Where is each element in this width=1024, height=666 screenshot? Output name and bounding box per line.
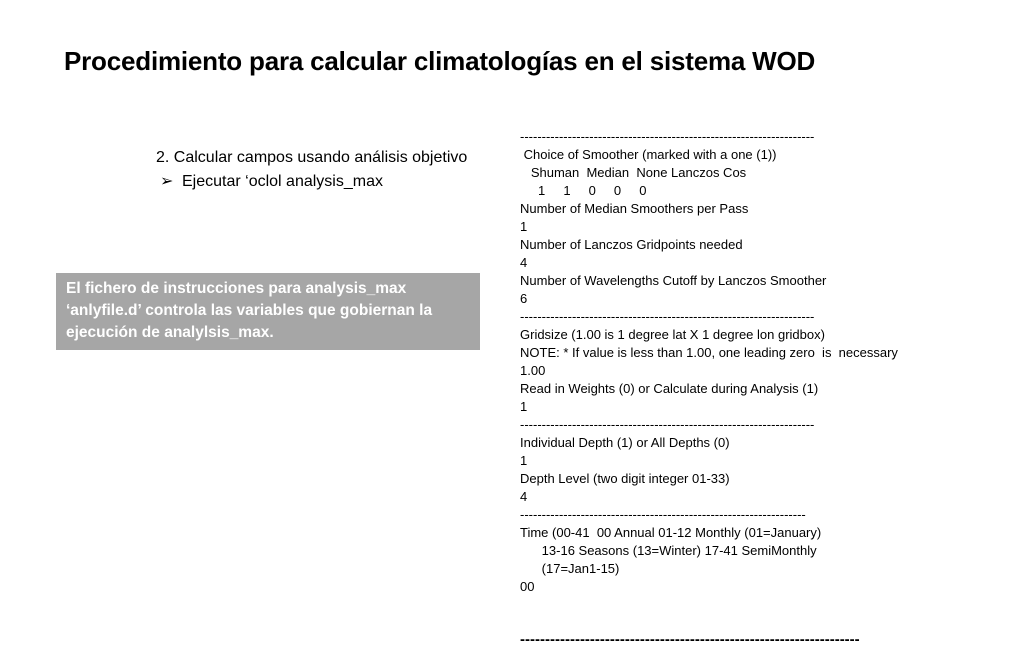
config-line: -------------------------------------------------------------------- xyxy=(520,309,815,324)
config-line: ------------------------------------------------------------------ xyxy=(520,507,806,522)
config-line: Number of Median Smoothers per Pass xyxy=(520,201,749,216)
config-line: 1 xyxy=(520,453,528,468)
config-line: 4 xyxy=(520,255,528,270)
config-file-listing xyxy=(520,92,898,666)
config-line: Number of Wavelengths Cutoff by Lanczos Smoother xyxy=(520,273,827,288)
config-line: -------------------------------------------------------------------- xyxy=(520,129,815,144)
config-line: Number of Lanczos Gridpoints needed xyxy=(520,237,743,252)
config-line: 1 xyxy=(520,219,528,234)
config-line: -------------------------------------------------------------------- xyxy=(520,417,815,432)
steps-list xyxy=(156,146,467,194)
config-line: Gridsize (1.00 is 1 degree lat X 1 degree lon gridbox) xyxy=(520,327,825,342)
config-line: Read in Weights (0) or Calculate during Analysis (1) xyxy=(520,381,819,396)
note-box: El fichero de instrucciones para analysis_max ‘anlyfile.d’ controla las variables que gobiernan la ejecución de analylsis_max. xyxy=(56,273,480,350)
config-line: 1 1 0 0 0 xyxy=(520,183,647,198)
config-line: Individual Depth (1) or All Depths (0) xyxy=(520,435,730,450)
config-line: Choice of Smoother (marked with a one (1)) xyxy=(520,147,777,162)
config-line: 6 xyxy=(520,291,528,306)
config-line: 00 xyxy=(520,579,535,594)
bullet-text: Ejecutar ‘oclol analysis_max xyxy=(182,173,383,190)
slide-title: Procedimiento para calcular climatologías en el sistema WOD xyxy=(64,46,816,76)
step-bullet-item xyxy=(156,170,467,194)
config-line: Time (00-41 00 Annual 01-12 Monthly (01=January) xyxy=(520,525,822,540)
config-line: 1 xyxy=(520,399,528,414)
arrow-bullet-icon: ➢ xyxy=(160,173,174,190)
config-lines xyxy=(520,128,898,596)
config-line: 13-16 Seasons (13=Winter) 17-41 SemiMonthly xyxy=(520,543,817,558)
config-line: NOTE: * If value is less than 1.00, one leading zero is necessary xyxy=(520,345,898,360)
config-line: Shuman Median None Lanczos Cos xyxy=(520,165,747,180)
config-line: 4 xyxy=(520,489,528,504)
config-separator-line: -------------------------------------------------------------------- xyxy=(520,631,860,648)
config-line: 1.00 xyxy=(520,363,546,378)
config-line: Depth Level (two digit integer 01-33) xyxy=(520,471,730,486)
config-line: (17=Jan1-15) xyxy=(520,561,620,576)
step-2-text: 2. Calcular campos usando análisis objetivo xyxy=(156,149,468,166)
